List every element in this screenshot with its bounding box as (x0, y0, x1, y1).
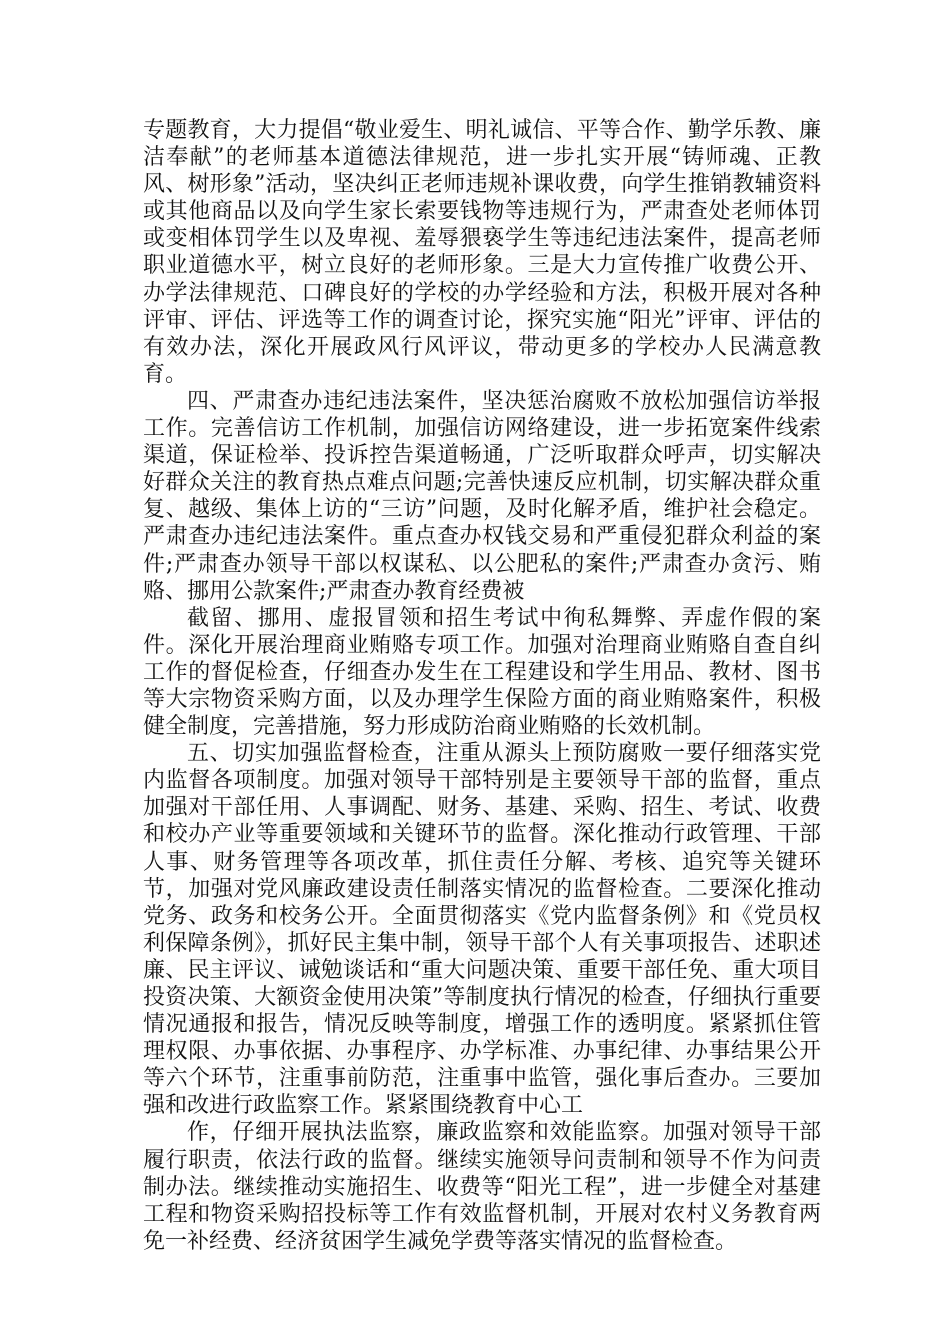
paragraph-1: 专题教育，大力提倡“敬业爱生、明礼诚信、平等合作、勤学乐教、廉洁奉献”的老师基本道德法律规范，进一步扎实开展“铸师魂、正教风、树形象”活动，坚决纠正老师违规补课收费，向学生推销教辅资料或其他商品以及向学生家长索要钱物等违规行为，严肃查处老师体罚或变相体罚学生以及卑视、羞辱猥亵学生等违纪违法案件，提高老师职业道德水平，树立良好的老师形象。三是大力宣传推广收费公开、办学法律规范、口碑良好的学校的办学经验和方法，积极开展对各种评审、评估、评选等工作的调查讨论，探究实施“阳光”评审、评估的有效办法，深化开展政风行风评议，带动更多的学校办人民满意教育。 (143, 118, 821, 387)
paragraph-2: 四、严肃查办违纪违法案件，坚决惩治腐败不放松加强信访举报工作。完善信访工作机制，加强信访网络建设，进一步拓宽案件线索渠道，保证检举、投诉控告渠道畅通，广泛听取群众呼声，切实解决好群众关注的教育热点难点问题;完善快速反应机制，切实解决群众重复、越级、集体上访的“三访”问题，及时化解矛盾，维护社会稳定。严肃查办违纪违法案件。重点查办权钱交易和严重侵犯群众利益的案件;严肃查办领导干部以权谋私、以公肥私的案件;严肃查办贪污、贿赂、挪用公款案件;严肃查办教育经费被 (143, 388, 821, 604)
paragraph-5: 作，仔细开展执法监察，廉政监察和效能监察。加强对领导干部履行职责，依法行政的监督。继续实施领导问责制和领导不作为问责制办法。继续推动实施招生、收费等“阳光工程”，进一步健全对基建工程和物资采购招投标等工作有效监督机制，开展对农村义务教育两免一补经费、经济贫困学生减免学费等落实情况的监督检查。 (143, 1120, 821, 1254)
paragraph-3: 截留、挪用、虚报冒领和招生考试中徇私舞弊、弄虚作假的案件。深化开展治理商业贿赂专项工作。加强对治理商业贿赂自查自纠工作的督促检查，仔细查办发生在工程建设和学生用品、教材、图书等大宗物资采购方面，以及办理学生保险方面的商业贿赂案件，积极健全制度，完善措施，努力形成防治商业贿赂的长效机制。 (143, 605, 821, 740)
body-text (143, 117, 821, 1255)
paragraph-4: 五、切实加强监督检查，注重从源头上预防腐败一要仔细落实党内监督各项制度。加强对领导干部特别是主要领导干部的监督，重点加强对干部任用、人事调配、财务、基建、采购、招生、考试、收费和校办产业等重要领域和关键环节的监督。深化推动行政管理、干部人事、财务管理等各项改革，抓住责任分解、考核、追究等关键环节，加强对党风廉政建设责任制落实情况的监督检查。二要深化推动党务、政务和校务公开。全面贯彻落实《党内监督条例》和《党员权利保障条例》，抓好民主集中制，领导干部个人有关事项报告、述职述廉、民主评议、诫勉谈话和“重大问题决策、重要干部任免、重大项目投资决策、大额资金使用决策”等制度执行情况的检查，仔细执行重要情况通报和报告，情况反映等制度，增强工作的透明度。紧紧抓住管理权限、办事依据、办事程序、办学标准、办事纪律、办事结果公开等六个环节，注重事前防范，注重事中监管，强化事后查办。三要加强和改进行政监察工作。紧紧围绕教育中心工 (143, 741, 821, 1119)
